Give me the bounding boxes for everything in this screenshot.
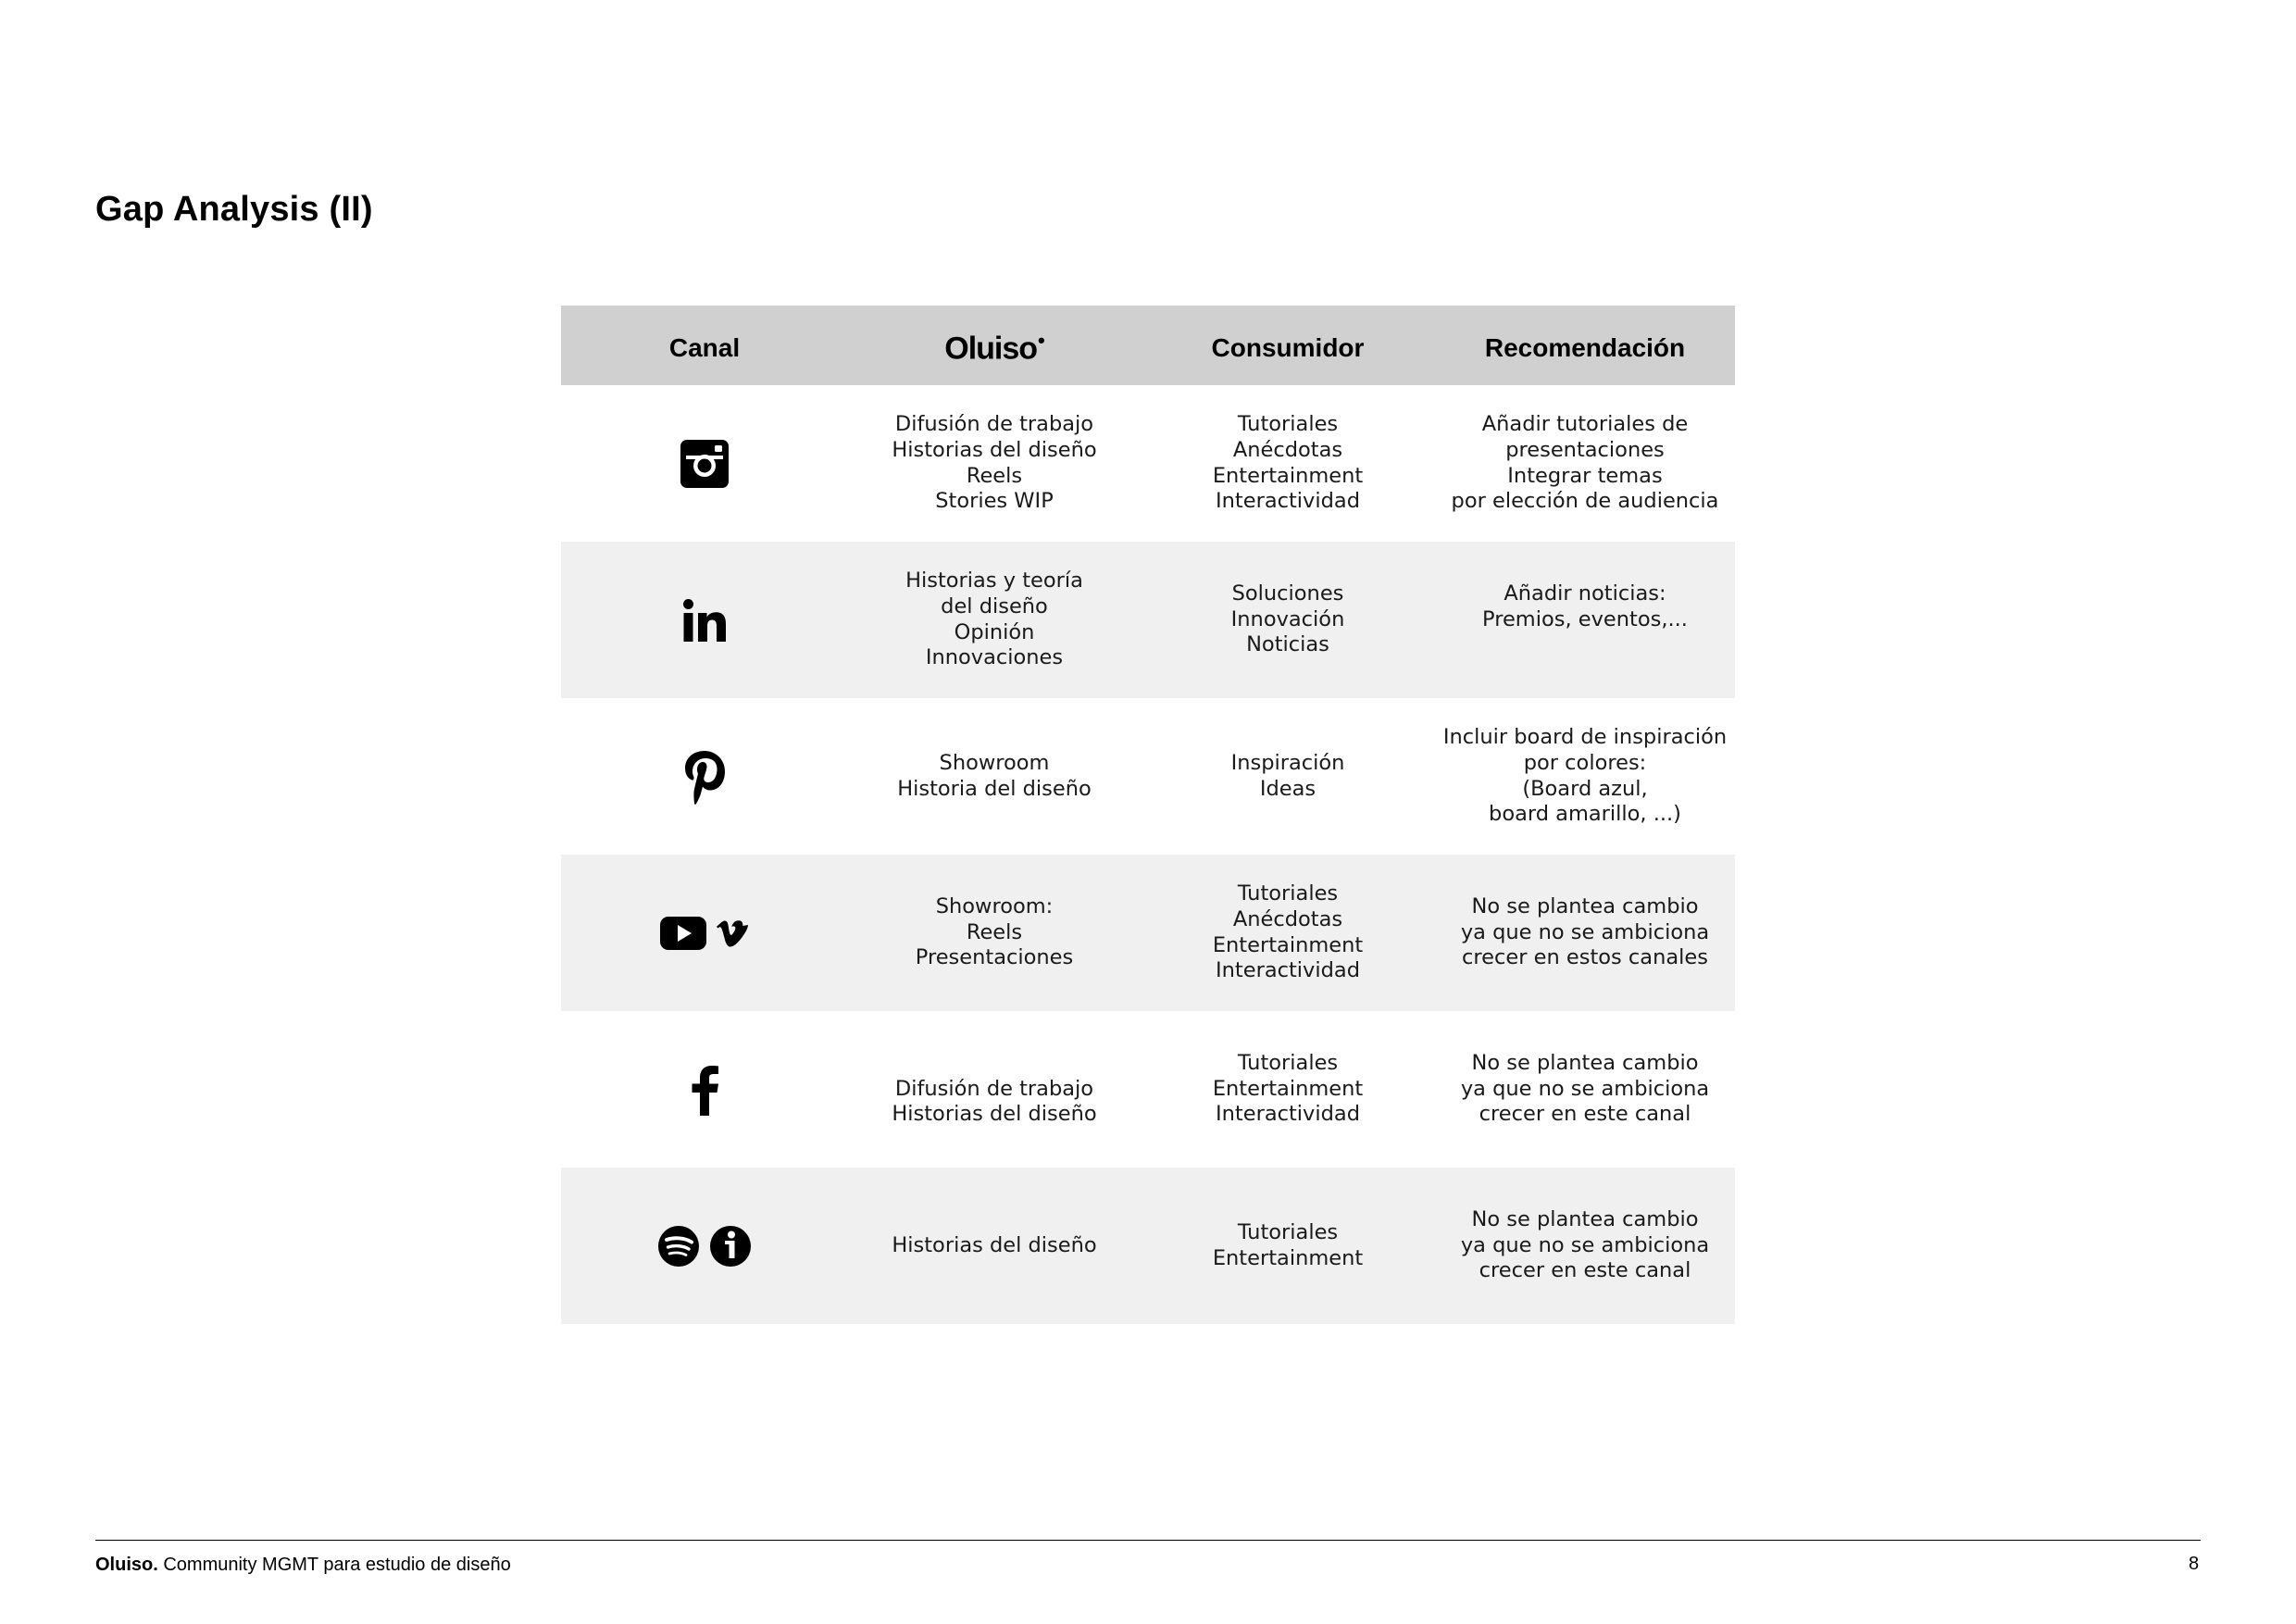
- oluiso-cell: Showroom Historia del diseño: [897, 750, 1092, 801]
- brand-logo-text: Oluiso: [944, 331, 1038, 367]
- header-canal: Canal: [668, 333, 741, 362]
- recomendacion-cell: No se plantea cambio ya que no se ambiciona crecer en este canal: [1460, 1206, 1710, 1283]
- facebook-icon: [690, 1064, 719, 1116]
- recomendacion-cell: No se plantea cambio ya que no se ambiciona crecer en estos canales: [1460, 893, 1710, 970]
- table-row: [561, 385, 1735, 542]
- brand-dot-icon: •: [1038, 329, 1044, 353]
- ivoox-icon: [709, 1225, 752, 1268]
- recomendacion-cell: Añadir tutoriales de presentaciones Integrar temas por elección de audiencia: [1451, 412, 1719, 514]
- header-recomendacion: Recomendación: [1484, 333, 1686, 362]
- footer-divider: [95, 1540, 2201, 1541]
- oluiso-cell: Difusión de trabajo Historias del diseño Reels Stories WIP: [892, 412, 1097, 514]
- recomendacion-cell: Incluir board de inspiración por colores: (Board azul, board amarillo, ...): [1442, 725, 1728, 827]
- consumidor-cell: Soluciones Innovación Noticias: [1230, 581, 1345, 657]
- footer-brand: Oluiso.: [95, 1555, 158, 1575]
- table-header-row: [561, 306, 1735, 385]
- oluiso-cell: Historias del diseño: [892, 1232, 1097, 1257]
- consumidor-cell: Tutoriales Entertainment Interactividad: [1212, 1050, 1364, 1127]
- recomendacion-cell: Añadir noticias: Premios, eventos,...: [1482, 581, 1688, 631]
- consumidor-cell: Inspiración Ideas: [1230, 750, 1345, 801]
- table-row: [561, 855, 1735, 1011]
- linkedin-icon: [682, 598, 727, 643]
- youtube-icon: [659, 915, 707, 952]
- channel-cell: [561, 1064, 848, 1116]
- consumidor-cell: Tutoriales Anécdotas Entertainment Interactividad: [1212, 881, 1364, 983]
- consumidor-cell: Tutoriales Entertainment: [1212, 1219, 1364, 1270]
- table-row: [561, 1011, 1735, 1168]
- channel-cell: [561, 1225, 848, 1268]
- channel-cell: [561, 748, 848, 806]
- oluiso-cell: Showroom: Reels Presentaciones: [915, 893, 1074, 970]
- spotify-icon: [657, 1225, 700, 1268]
- instagram-icon: [680, 439, 730, 489]
- page-title: Gap Analysis (II): [95, 190, 373, 229]
- header-brand: [848, 323, 1141, 367]
- table-row: [561, 542, 1735, 698]
- oluiso-cell: Difusión de trabajo Historias del diseño: [892, 1076, 1097, 1127]
- pinterest-icon: [682, 748, 727, 806]
- channel-cell: [561, 598, 848, 643]
- recomendacion-cell: No se plantea cambio ya que no se ambiciona crecer en este canal: [1460, 1050, 1710, 1127]
- channel-cell: [561, 439, 848, 489]
- footer-text: Community MGMT para estudio de diseño: [157, 1555, 511, 1575]
- footer-caption: [95, 1555, 511, 1576]
- gap-analysis-table: [561, 306, 1735, 1324]
- table-row: [561, 1168, 1735, 1324]
- oluiso-cell: Historias y teoría del diseño Opinión Innovaciones: [905, 568, 1083, 670]
- page-number: 8: [2189, 1554, 2200, 1574]
- channel-cell: [561, 915, 848, 952]
- header-consumidor: Consumidor: [1211, 333, 1365, 362]
- consumidor-cell: Tutoriales Anécdotas Entertainment Interactividad: [1212, 412, 1364, 514]
- vimeo-icon: [717, 918, 750, 948]
- table-row: [561, 698, 1735, 855]
